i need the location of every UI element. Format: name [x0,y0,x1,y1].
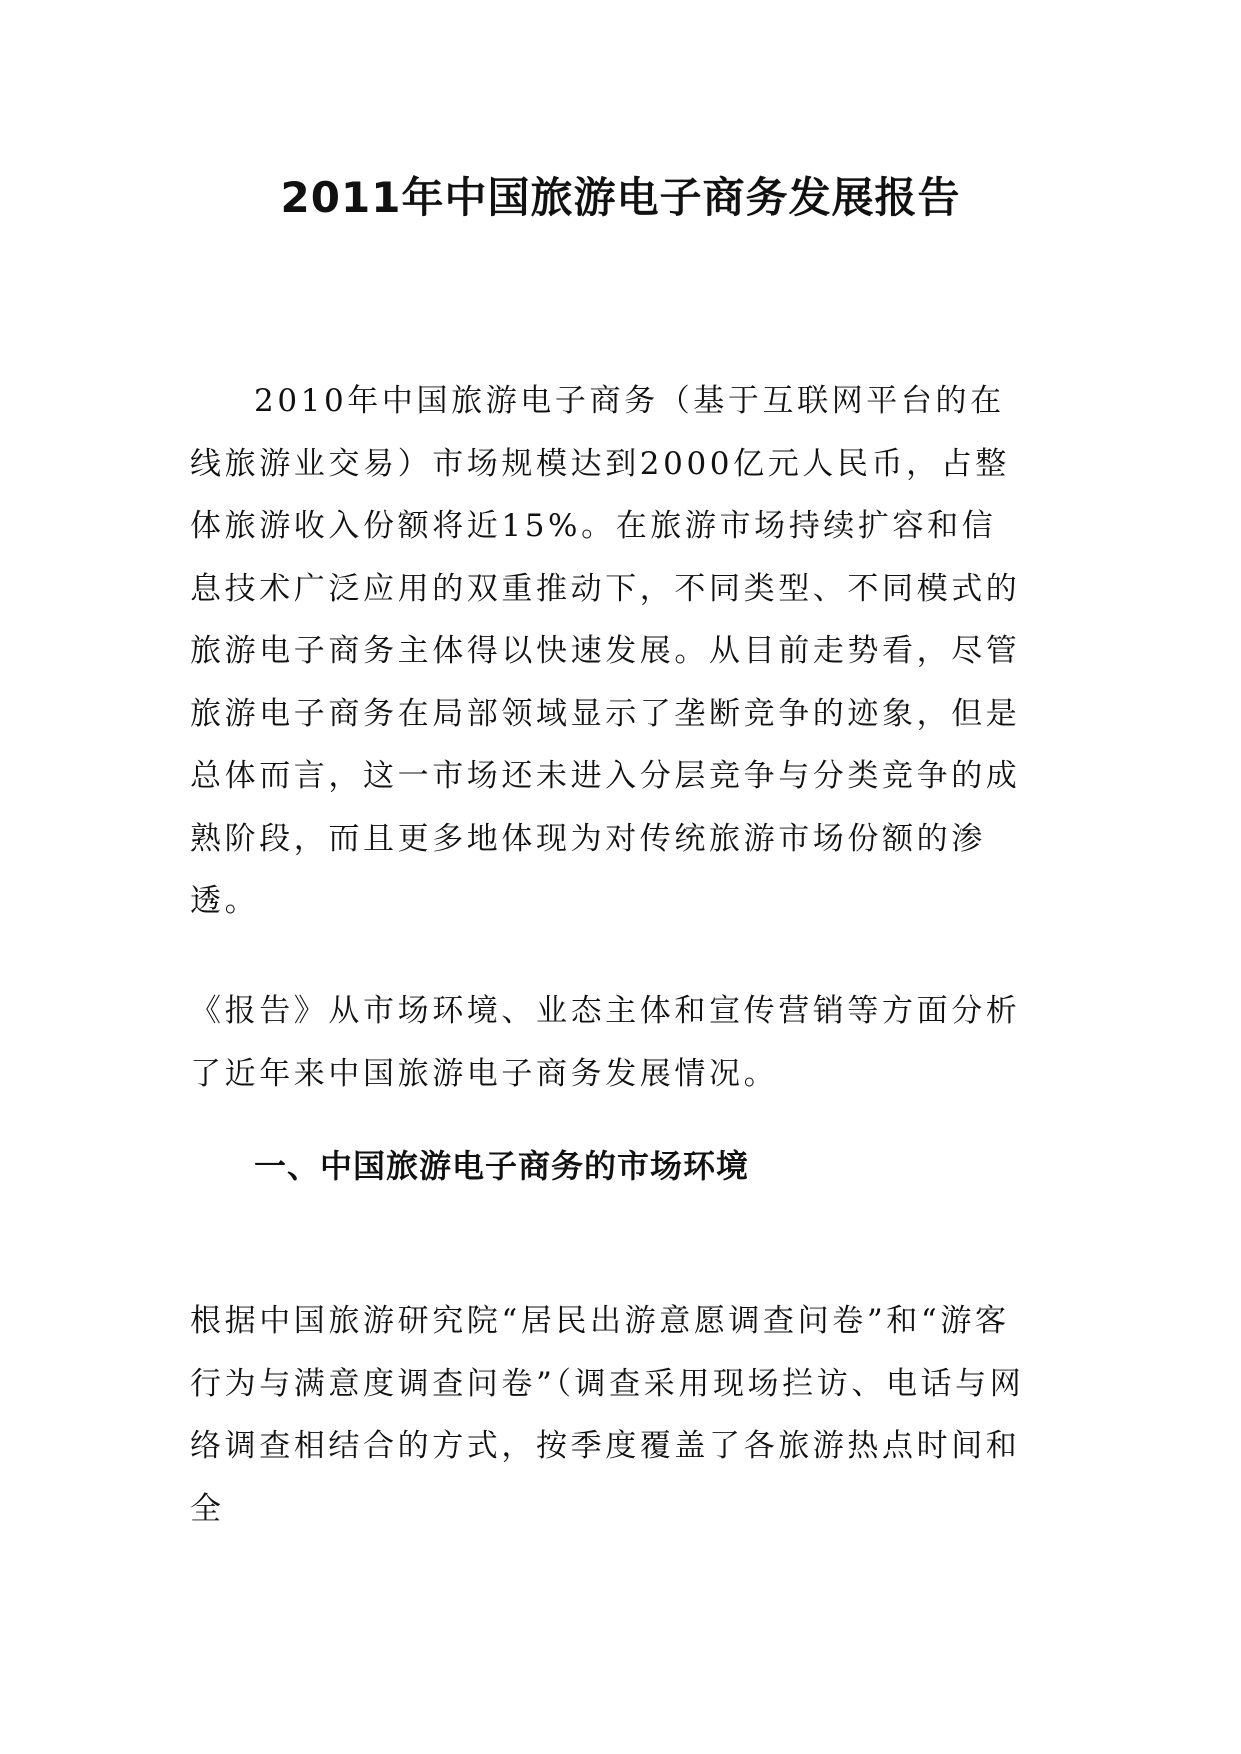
intro-paragraph: 2010年中国旅游电子商务（基于互联网平台的在线旅游业交易）市场规模达到2000亿元人民币，占整体旅游收入份额将近15%。在旅游市场持续扩容和信息技术广泛应用的双重推动下，不同类型、不同模式的旅游电子商务主体得以快速发展。从目前走势看，尽管旅游电子商务在局部领域显示了垄断竞争的迹象，但是总体而言，这一市场还未进入分层竞争与分类竞争的成熟阶段，而且更多地体现为对传统旅游市场份额的渗透。 [190,383,1021,919]
survey-paragraph: 根据中国旅游研究院“居民出游意愿调查问卷”和“游客行为与满意度调查问卷”（调查采用现场拦访、电话与网络调查相结合的方式，按季度覆盖了各旅游热点时间和全 [190,1303,1025,1527]
document-title: 2011年中国旅游电子商务发展报告 [280,173,961,222]
report-overview-paragraph: 《报告》从市场环境、业态主体和宣传营销等方面分析了近年来中国旅游电子商务发展情况。 [190,993,1021,1092]
section-heading: 一、中国旅游电子商务的市场环境 [254,1147,750,1185]
